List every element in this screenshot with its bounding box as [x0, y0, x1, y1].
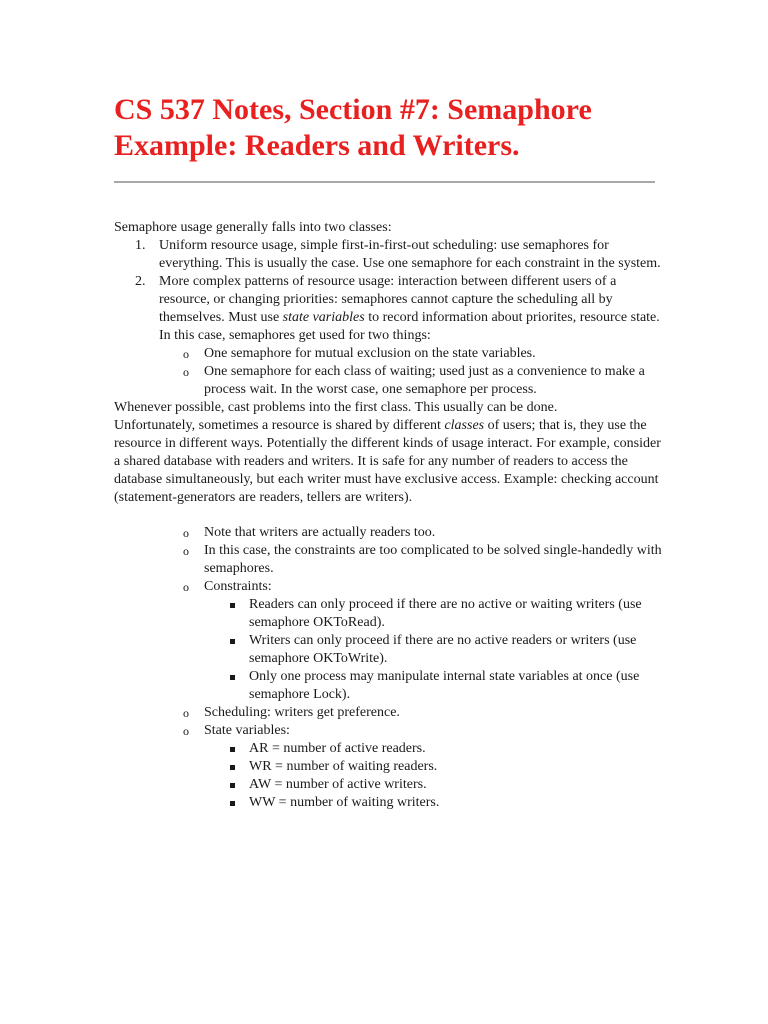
list-item-state-variables	[159, 722, 662, 812]
square-bullet-icon	[230, 747, 235, 752]
shared-resource-paragraph	[114, 417, 662, 507]
list-item-text: Only one process may manipulate internal state variables at once (use semaphore Lock).	[249, 669, 640, 702]
list-item	[204, 740, 662, 758]
list-item	[204, 596, 662, 632]
list-item	[204, 794, 662, 812]
list-item-text: One semaphore for mutual exclusion on the state variables.	[204, 346, 536, 361]
paragraph-text-after: of users; that is, they use the resource in different ways. Potentially the different kinds of usage interact. For example, consider a shared database with readers and writers. It is safe for any number of readers to access the database simultaneously, but each writer must have exclusive access. Example: checking account (statement-generators are readers, tellers are writers).	[114, 418, 661, 505]
square-bullet-icon	[230, 603, 235, 608]
emphasis-classes: classes	[444, 418, 485, 433]
numbered-item-text-after: to record information about priorites, resource state. In this case, semaphores get used for two things:	[159, 310, 660, 343]
list-item	[159, 524, 662, 542]
square-bullet-icon	[230, 765, 235, 770]
intro-paragraph: Semaphore usage generally falls into two classes:	[114, 220, 392, 235]
list-item	[204, 776, 662, 794]
numbered-list	[114, 237, 662, 399]
emphasis-state-variables: state variables	[282, 310, 365, 325]
circle-bullet-icon: o	[183, 347, 189, 361]
list-item-text: AR = number of active readers.	[249, 741, 426, 756]
circle-bullet-icon: o	[183, 706, 189, 720]
list-item-constraints	[159, 578, 662, 704]
numbered-item-text-before: More complex patterns of resource usage: interaction between different users of a resource, or changing priorities: semaphores cannot capture the scheduling all by themselves. Must use	[159, 274, 617, 325]
list-item-text: Note that writers are actually readers too.	[204, 525, 436, 540]
list-item	[159, 363, 662, 399]
page-title: CS 537 Notes, Section #7: Semaphore Example: Readers and Writers.	[114, 93, 592, 162]
circle-bullet-icon: o	[183, 724, 189, 738]
circle-bullet-icon: o	[183, 365, 189, 379]
bullet-list-semaphore-uses	[159, 345, 662, 399]
list-item-text: WR = number of waiting readers.	[249, 759, 438, 774]
square-bullet-icon	[230, 783, 235, 788]
list-item-text: Constraints:	[204, 579, 272, 594]
list-item-text: Writers can only proceed if there are no active readers or writers (use semaphore OKToWrite).	[249, 633, 637, 666]
list-item-text: One semaphore for each class of waiting; used just as a convenience to make a process wait. In the worst case, one semaphore per process.	[204, 364, 645, 397]
circle-bullet-icon: o	[183, 544, 189, 558]
list-item	[204, 758, 662, 776]
numbered-item-text	[159, 274, 660, 343]
paragraph-text-before: Unfortunately, sometimes a resource is shared by different	[114, 418, 445, 433]
notes-list	[159, 524, 662, 812]
numbered-item-text: Uniform resource usage, simple first-in-first-out scheduling: use semaphores for everything. This is usually the case. Use one semaphore for each constraint in the system.	[159, 238, 661, 271]
circle-bullet-icon: o	[183, 580, 189, 594]
circle-bullet-icon: o	[183, 526, 189, 540]
list-item-text: WW = number of waiting writers.	[249, 795, 440, 810]
square-bullet-icon	[230, 639, 235, 644]
list-item-text: In this case, the constraints are too complicated to be solved single-handedly with semaphores.	[204, 543, 662, 576]
list-item	[204, 668, 662, 704]
first-class-paragraph: Whenever possible, cast problems into the first class. This usually can be done.	[114, 400, 558, 415]
numbered-marker: 1.	[135, 238, 146, 253]
list-item-text: AW = number of active writers.	[249, 777, 427, 792]
document-body	[114, 219, 662, 812]
horizontal-rule	[114, 181, 655, 183]
numbered-item-1	[114, 237, 662, 273]
list-item-text: Readers can only proceed if there are no active or waiting writers (use semaphore OKToRead).	[249, 597, 642, 630]
list-item	[159, 542, 662, 578]
list-item	[159, 345, 662, 363]
list-item-text: State variables:	[204, 723, 290, 738]
list-item	[159, 704, 662, 722]
state-variables-list	[204, 740, 662, 812]
numbered-item-2	[114, 273, 662, 399]
square-bullet-icon	[230, 675, 235, 680]
constraints-list	[204, 596, 662, 704]
square-bullet-icon	[230, 801, 235, 806]
numbered-marker: 2.	[135, 274, 146, 289]
list-item	[204, 632, 662, 668]
list-item-text: Scheduling: writers get preference.	[204, 705, 400, 720]
